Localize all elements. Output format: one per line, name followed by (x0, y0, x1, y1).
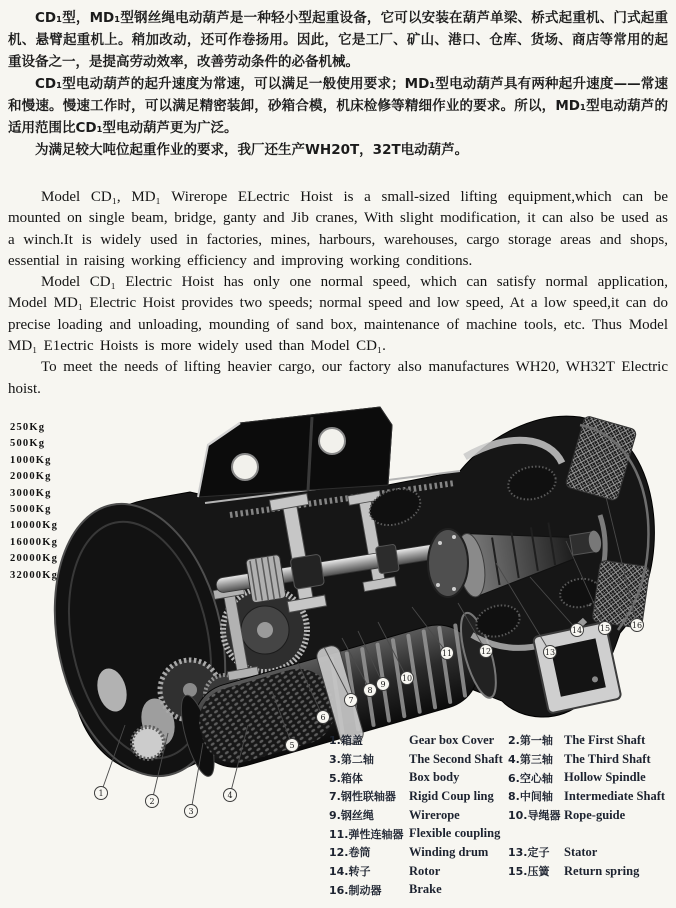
part-zh: 4.第三轴 (508, 753, 553, 767)
svg-text:11: 11 (441, 648, 453, 658)
parts-legend (329, 731, 674, 899)
svg-text:1: 1 (98, 788, 104, 798)
part-zh: 14.转子 (329, 865, 371, 879)
svg-text:7: 7 (348, 695, 354, 705)
part-zh: 11.弹性连轴器 (329, 827, 404, 841)
capacity-item: 5000Kg (10, 503, 52, 515)
svg-text:13: 13 (544, 647, 556, 657)
capacity-item: 20000Kg (10, 553, 59, 565)
part-en: The First Shaft (564, 732, 646, 747)
cn-paragraph-2: CD₁型电动葫芦的起升速度为常速，可以满足一般使用要求；MD₁型电动葫芦具有两种起升速度——常速和慢速。慢速工作时，可以满足精密装卸，砂箱合模，机床检修等精细作业的要求。所以，MD₁型电动葫芦的适用范围比CD₁型电动葫芦更为广泛。 (8, 76, 668, 136)
legend-row (329, 768, 674, 787)
legend-row (329, 731, 674, 750)
part-zh: 8.中间轴 (508, 790, 553, 804)
english-intro (8, 187, 668, 400)
part-en: Winding drum (409, 844, 489, 859)
svg-text:16: 16 (631, 620, 643, 630)
part-zh: 7.钢性联轴器 (329, 790, 396, 804)
mounting-bracket (198, 407, 392, 497)
capacity-item: 500Kg (10, 438, 46, 450)
legend-row (329, 862, 674, 881)
legend-row (329, 881, 674, 900)
part-zh: 9.钢丝绳 (329, 809, 374, 823)
legend-row (329, 750, 674, 769)
chinese-intro (8, 7, 668, 161)
bracket-hole (232, 454, 258, 480)
legend-row (329, 843, 674, 862)
part-zh: 15.压簧 (508, 865, 550, 879)
part-en: Stator (564, 844, 598, 859)
part-en: The Third Shaft (564, 751, 651, 766)
part-zh: 3.第二轴 (329, 753, 374, 767)
part-zh: 12.卷筒 (329, 846, 371, 860)
cn-paragraph-3: 为满足较大吨位起重作业的要求，我厂还生产WH20T，32T电动葫芦。 (35, 142, 469, 158)
svg-text:10: 10 (401, 673, 413, 683)
part-en: Wirerope (409, 807, 460, 822)
legend-row (329, 806, 674, 825)
part-zh: 1.箱盖 (329, 734, 363, 748)
svg-text:3: 3 (188, 806, 194, 816)
part-en: Box body (409, 770, 460, 785)
svg-text:5: 5 (289, 740, 295, 750)
svg-text:6: 6 (320, 712, 326, 722)
en-paragraph-2: Model CD₁ Electric Hoist has only one normal speed, which can satisfy normal application, Model MD₁ Electric Hoist provides two speeds; normal speed and low speed, At a low speed,it can do precise loading and unloading, mounding of sand box, maintenance of machine tools, etc. Thus Model MD₁ E1ectric Hoists is more widely used than Model CD₁. (8, 274, 668, 355)
part-zh: 16.制动器 (329, 883, 382, 897)
part-zh: 13.定子 (508, 846, 550, 860)
capacity-item: 3000Kg (10, 487, 52, 499)
legend-row (329, 787, 674, 806)
cn-paragraph-1: CD₁型，MD₁型钢丝绳电动葫芦是一种轻小型起重设备，它可以安装在葫芦单梁、桥式起重机、门式起重机、悬臂起重机上。稍加改动，还可作卷扬用。因此，它是工厂、矿山、港口、仓库、货场、商店等常用的起重设备之一，是提高劳动效率，改善劳动条件的必备机械。 (8, 10, 668, 70)
svg-text:14: 14 (571, 625, 583, 635)
part-en: Brake (409, 882, 442, 897)
motor-hub (428, 529, 468, 597)
bracket-hole (319, 428, 345, 454)
part-zh: 6.空心轴 (508, 771, 553, 785)
svg-text:9: 9 (380, 679, 386, 689)
part-en: Rotor (409, 863, 441, 878)
legend-row (329, 824, 674, 843)
part-en: The Second Shaft (409, 751, 503, 766)
capacity-item: 2000Kg (10, 471, 52, 483)
part-en: Hollow Spindle (564, 770, 646, 785)
svg-text:2: 2 (149, 796, 155, 806)
part-en: Rigid Coup ling (409, 788, 494, 803)
svg-text:8: 8 (367, 685, 373, 695)
part-en: Gear box Cover (409, 732, 495, 747)
capacity-item: 250Kg (10, 422, 46, 433)
svg-text:15: 15 (599, 623, 611, 633)
svg-text:12: 12 (480, 646, 492, 656)
capacity-item: 32000Kg (10, 569, 59, 581)
part-zh: 10.导绳器 (508, 809, 561, 823)
part-en: Return spring (564, 863, 640, 878)
capacity-item: 16000Kg (10, 536, 59, 548)
part-en: Rope-guide (564, 807, 626, 822)
part-en: Flexible coupling (409, 826, 501, 841)
part-zh: 5.箱体 (329, 771, 363, 785)
part-en: Intermediate Shaft (564, 788, 666, 803)
en-paragraph-1: Model CD₁, MD₁ Wirerope ELectric Hoist is a small-sized lifting equipment,which can be mounted on single beam, bridge, ganty and Jib cranes, With slight modification, it can also be used as a winch.It is widely used in factories, mines, harbours, warehouses, cargo storage areas and shops, essential in raising working efficiency and improving working conditions. (8, 189, 668, 269)
capacity-item: 1000Kg (10, 454, 52, 466)
capacity-item: 10000Kg (10, 520, 59, 532)
en-paragraph-3: To meet the needs of lifting heavier cargo, our factory also manufactures WH20, WH32T Electric hoist. (8, 359, 668, 397)
svg-text:4: 4 (227, 790, 233, 800)
part-zh: 2.第一轴 (508, 734, 553, 748)
